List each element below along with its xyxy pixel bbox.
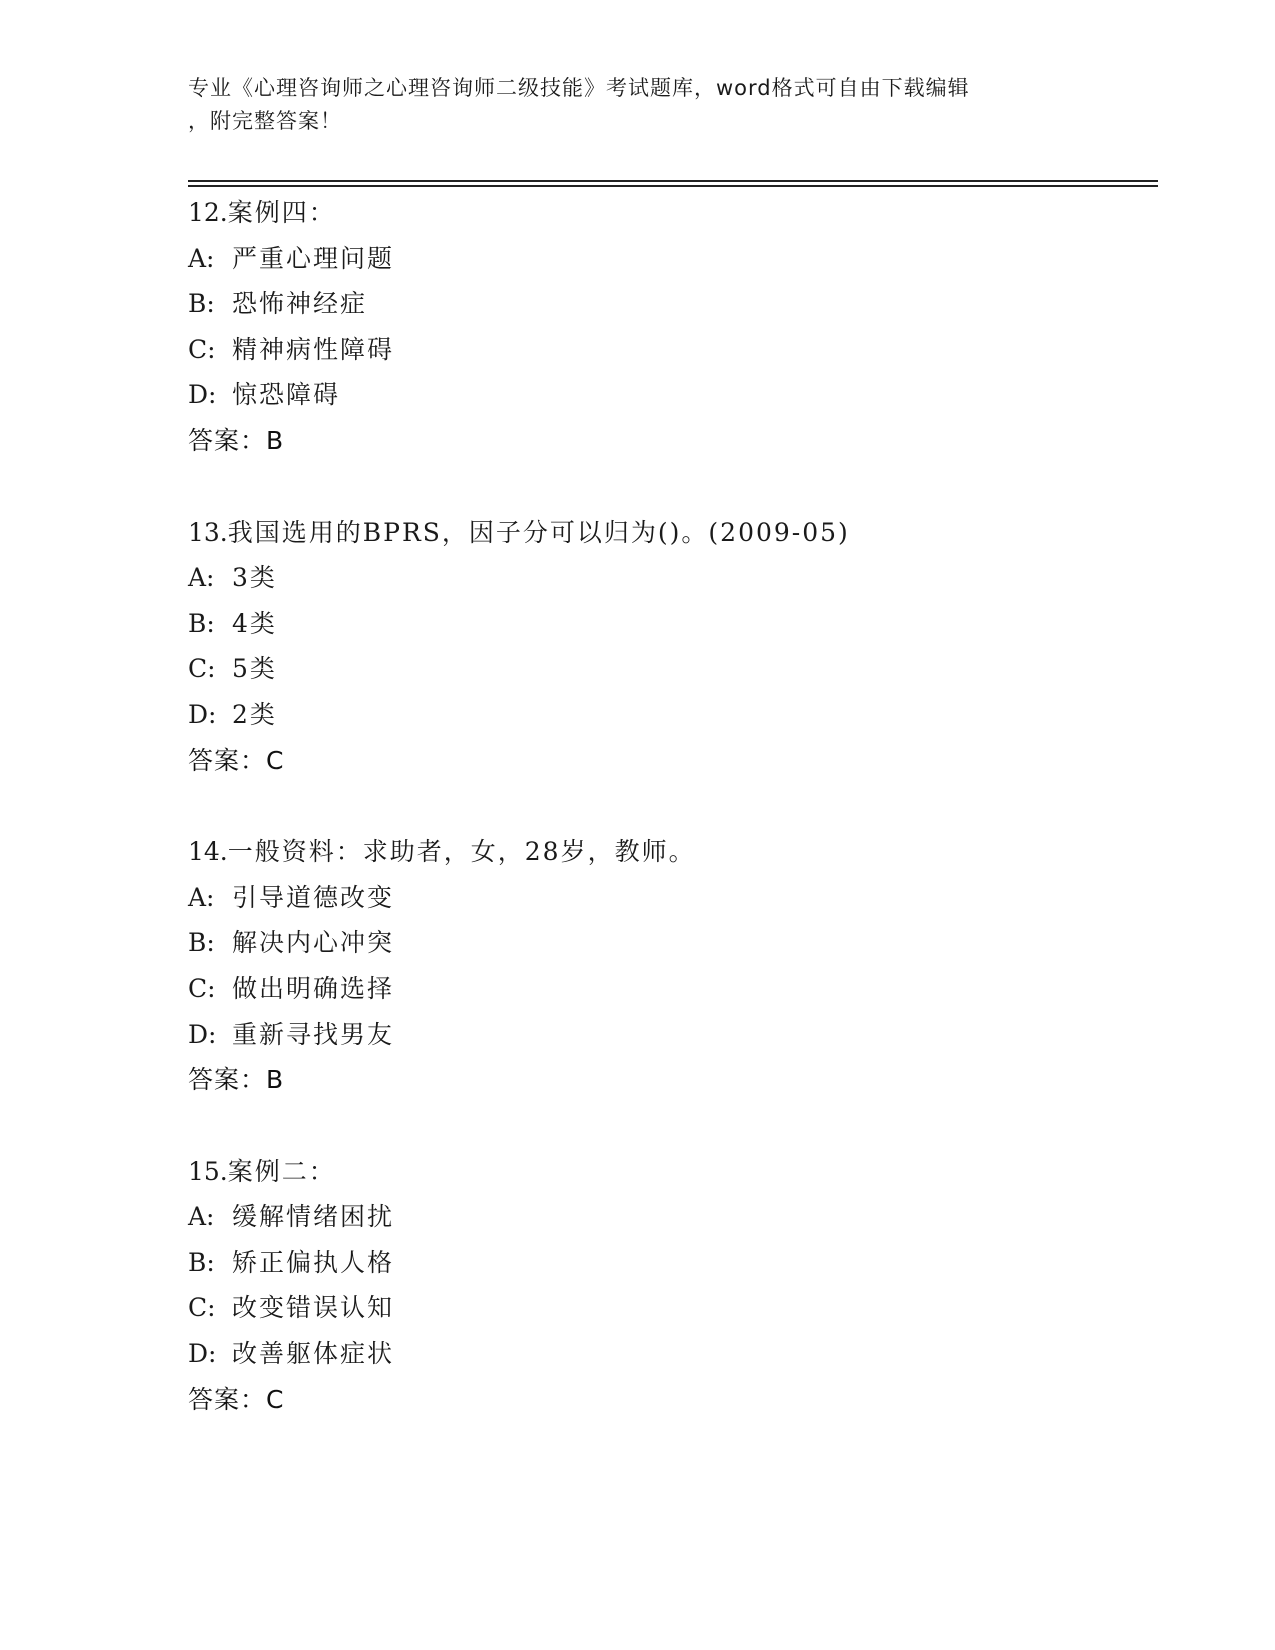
answer-line: 答案：C [188, 1384, 285, 1414]
option-text: 2类 [232, 699, 277, 729]
option-key: B: [188, 289, 215, 319]
option-c [188, 966, 1148, 1012]
question-text: 一般资料：求助者，女，28岁，教师。 [227, 837, 696, 867]
option-a [188, 236, 1148, 282]
option-c [188, 1285, 1148, 1331]
option-d [188, 692, 1148, 738]
option-key: A: [188, 882, 215, 912]
question-stem [188, 829, 1148, 875]
header-line-2: ，附完整答案！ [188, 109, 342, 133]
option-key: D: [188, 1339, 217, 1369]
option-d [188, 1331, 1148, 1377]
question-stem [188, 190, 1148, 236]
option-d [188, 372, 1148, 418]
option-key: A: [188, 563, 215, 593]
question-number: 15. [188, 1156, 228, 1186]
option-key: B: [188, 608, 215, 638]
option-a [188, 1194, 1148, 1240]
option-text: 精神病性障碍 [232, 334, 395, 364]
option-d [188, 1012, 1148, 1058]
option-text: 恐怖神经症 [232, 289, 368, 319]
question-number: 13. [188, 517, 228, 547]
answer-line: 答案：C [188, 745, 285, 775]
option-text: 4类 [232, 608, 277, 638]
header-line-1: 专业《心理咨询师之心理咨询师二级技能》考试题库，word格式可自由下载编辑 [188, 76, 970, 100]
option-b [188, 601, 1148, 647]
option-b [188, 281, 1148, 327]
option-key: D: [188, 699, 217, 729]
question-number: 12. [188, 198, 228, 227]
option-text: 改变错误认知 [232, 1293, 395, 1323]
question-12 [188, 190, 1148, 464]
question-13 [188, 510, 1148, 784]
option-text: 5类 [232, 654, 277, 684]
question-text: 案例四： [227, 198, 336, 227]
question-15 [188, 1149, 1148, 1423]
option-key: B: [188, 928, 215, 958]
option-text: 做出明确选择 [232, 973, 395, 1003]
option-key: C: [188, 654, 216, 684]
header-divider-top [188, 180, 1158, 182]
option-text: 改善躯体症状 [232, 1339, 395, 1369]
option-key: B: [188, 1247, 215, 1277]
option-text: 缓解情绪困扰 [232, 1202, 395, 1232]
question-14 [188, 829, 1148, 1103]
option-text: 重新寻找男友 [232, 1019, 395, 1049]
option-text: 严重心理问题 [232, 243, 395, 273]
option-text: 解决内心冲突 [232, 928, 395, 958]
option-b [188, 920, 1148, 966]
option-a [188, 555, 1148, 601]
option-a [188, 875, 1148, 921]
option-text: 惊恐障碍 [232, 380, 341, 410]
option-key: C: [188, 334, 216, 364]
answer-line: 答案：B [188, 425, 285, 455]
option-c [188, 327, 1148, 373]
question-stem [188, 510, 1148, 556]
option-text: 引导道德改变 [232, 882, 395, 912]
option-key: D: [188, 1019, 217, 1049]
answer-line: 答案：B [188, 1065, 285, 1095]
header-divider-bottom [188, 185, 1158, 187]
option-key: C: [188, 973, 216, 1003]
question-text: 我国选用的BPRS，因子分可以归为()。(2009-05) [227, 517, 850, 547]
option-b [188, 1240, 1148, 1286]
question-stem [188, 1149, 1148, 1195]
option-key: A: [188, 1202, 215, 1232]
option-c [188, 646, 1148, 692]
option-text: 3类 [232, 563, 277, 593]
option-key: C: [188, 1293, 216, 1323]
question-number: 14. [188, 837, 228, 867]
question-text: 案例二： [227, 1156, 336, 1186]
option-text: 矫正偏执人格 [232, 1247, 395, 1277]
option-key: A: [188, 243, 215, 273]
document-header [188, 72, 1088, 138]
question-list [188, 190, 1148, 1468]
option-key: D: [188, 380, 217, 410]
